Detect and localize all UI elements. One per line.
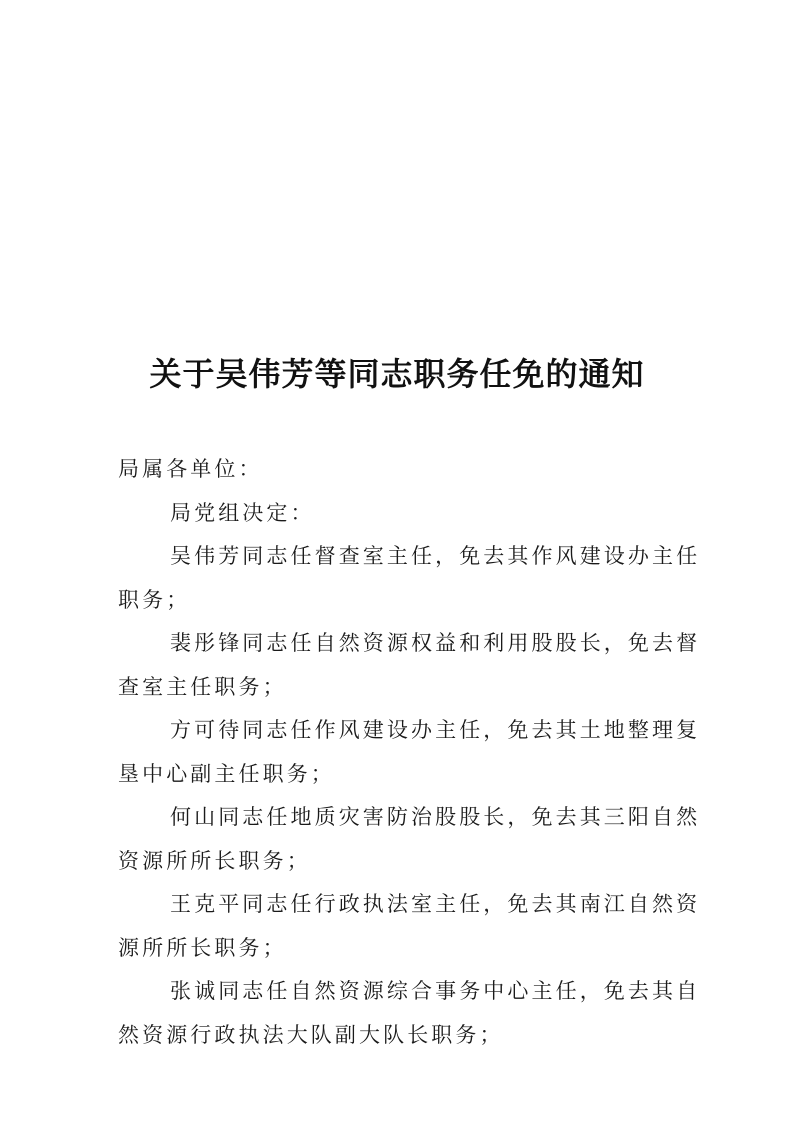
paragraph-appointment-3: 方可待同志任作风建设办主任，免去其土地整理复垦中心副主任职务； (118, 718, 701, 786)
paragraph-appointment-2: 裴彤锋同志任自然资源权益和利用股股长，免去督查室主任职务； (118, 631, 701, 699)
document-title: 关于吴伟芳等同志职务任免的通知 (149, 355, 645, 393)
document-body (118, 448, 703, 1057)
paragraph-appointment-1: 吴伟芳同志任督查室主任，免去其作风建设办主任职务； (118, 544, 701, 612)
salutation: 局属各单位： (118, 457, 263, 481)
paragraph-appointment-6: 张诚同志任自然资源综合事务中心主任，免去其自然资源行政执法大队副大队长职务； (118, 979, 701, 1047)
paragraph-appointment-5: 王克平同志任行政执法室主任，免去其南江自然资源所所长职务； (118, 892, 701, 960)
paragraph-decision: 局党组决定： (170, 500, 315, 525)
paragraph-appointment-4: 何山同志任地质灾害防治股股长，免去其三阳自然资源所所长职务； (118, 805, 701, 873)
